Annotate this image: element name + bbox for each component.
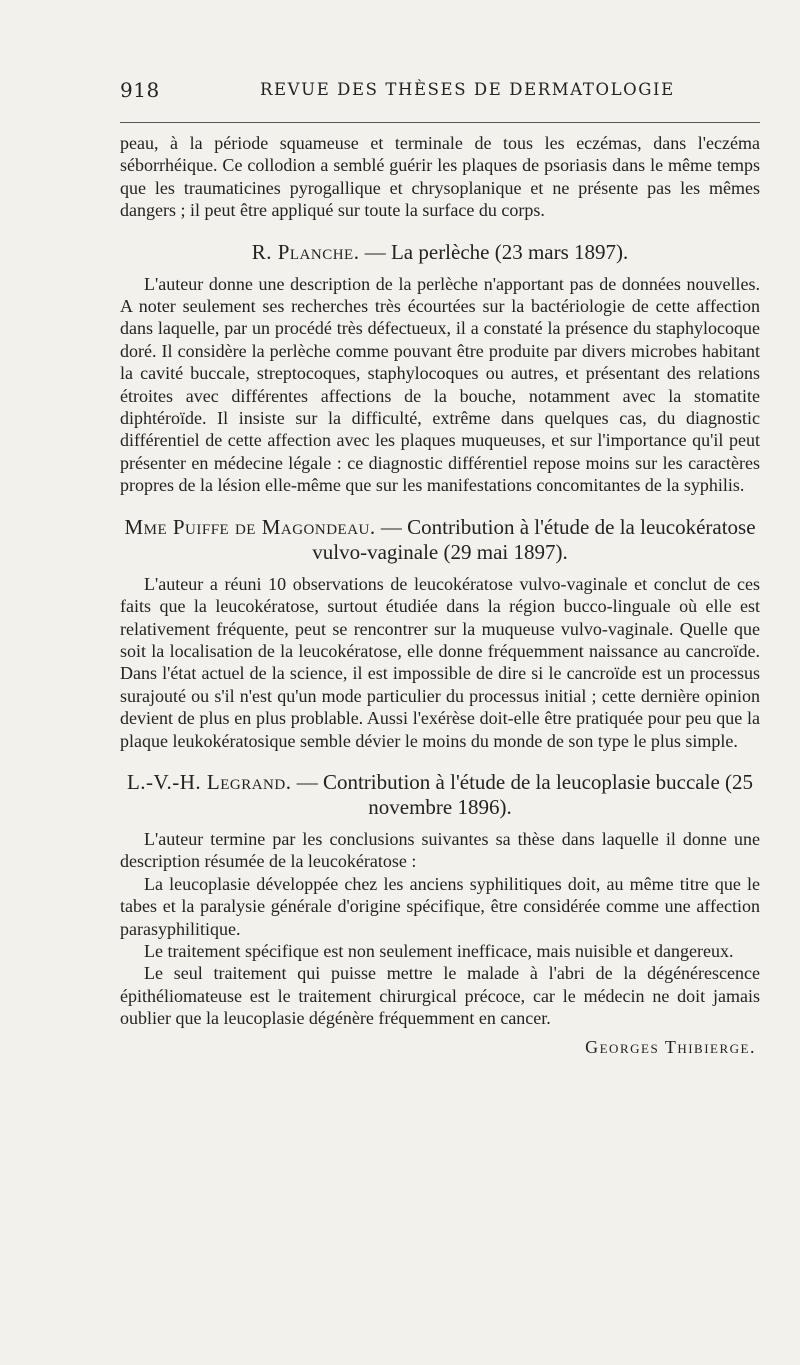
page-body [120,132,760,1058]
section-puiffe [120,515,760,752]
author-signature: Georges Thibierge. [585,1036,756,1057]
section-author: L.-V.-H. Legrand. [126,769,292,794]
section-paragraph: Le seul traitement qui puisse mettre le malade à l'abri de la dégénérescence épithéliomateuse est le traitement chirurgical précoce, car le médecin ne doit jamais oublier que la leucoplasie dégénère fréquemment en cancer. [120,963,760,1029]
section-title: — La perlèche (23 mars 1897). [364,239,629,264]
section-paragraph: L'auteur termine par les conclusions suivantes sa thèse dans laquelle il donne une description résumée de la leucokératose : [120,828,760,872]
intro-paragraph: peau, à la période squameuse et terminale de tous les eczémas, dans l'eczéma séborrhéique. Ce collodion a semblé guérir les plaques de psoriasis dans le même temps que les traumaticines pyrogallique et chrysoplanique et ne présente pas les mêmes dangers ; il peut être appliqué sur toute la surface du corps. [120,133,760,221]
section-title: — Contribution à l'étude de la leucoplasie buccale (25 novembre 1896). [296,769,754,819]
section-heading [120,770,760,820]
section-legrand [120,770,760,1030]
page-number: 918 [120,78,160,102]
section-paragraph: La leucoplasie développée chez les anciens syphilitiques doit, au même titre que le tabes et la paralysie générale d'origine spécifique, être considérée comme une affection parasyphilitique. [120,873,760,939]
section-author: R. Planche. [251,239,360,264]
page-header [120,78,760,106]
section-paragraph: L'auteur donne une description de la perlèche n'apportant pas de données nouvelles. A noter seulement ses recherches très écourtées sur la bactériologie de cette affection dans laquelle, par un procédé très défectueux, il a constaté la présence du staphylocoque doré. Il considère la perlèche comme pouvant être produite par divers microbes habitant la cavité buccale, streptocoques, staphylocoques ou autres, et présentant des relations étroites avec différentes affections de la bouche, notamment avec la stomatite diphtéroïde. Il insiste sur la difficulté, extrême dans quelques cas, du diagnostic différentiel de cette affection avec les plaques muqueuses, et sur l'importance qu'il peut présenter en médecine légale : ce diagnostic différentiel repose moins sur les caractères propres de la lésion elle-même que sur les manifestations concomitantes de la syphilis. [120,273,760,496]
section-paragraph: Le traitement spécifique est non seulement inefficace, mais nuisible et dangereux. [144,940,734,961]
header-rule [120,122,760,123]
running-title: REVUE DES THÈSES DE DERMATOLOGIE [260,80,675,99]
section-heading [120,515,760,565]
section-heading [120,240,760,265]
section-title: — Contribution à l'étude de la leucokératose vulvo-vaginale (29 mai 1897). [312,514,756,564]
section-author: Mme Puiffe de Magondeau. [124,514,376,539]
section-planche [120,240,760,497]
section-paragraph: L'auteur a réuni 10 observations de leucokératose vulvo-vaginale et conclut de ces faits que la leucokératose, surtout étudiée dans la région bucco-linguale où elle est relativement fréquente, peut se rencontrer sur la muqueuse vulvo-vaginale. Quelle que soit la localisation de la leucokératose, elle donne fréquemment naissance au cancroïde. Dans l'état actuel de la science, il est impossible de dire si le cancroïde est un processus surajouté ou s'il n'est qu'un mode particulier du processus initial ; cette dernière opinion devient de plus en plus problable. Aussi l'exérèse doit-elle être pratiquée pour peu que la plaque leukokératosique semble dévier le moins du monde de son type le plus simple. [120,573,760,751]
